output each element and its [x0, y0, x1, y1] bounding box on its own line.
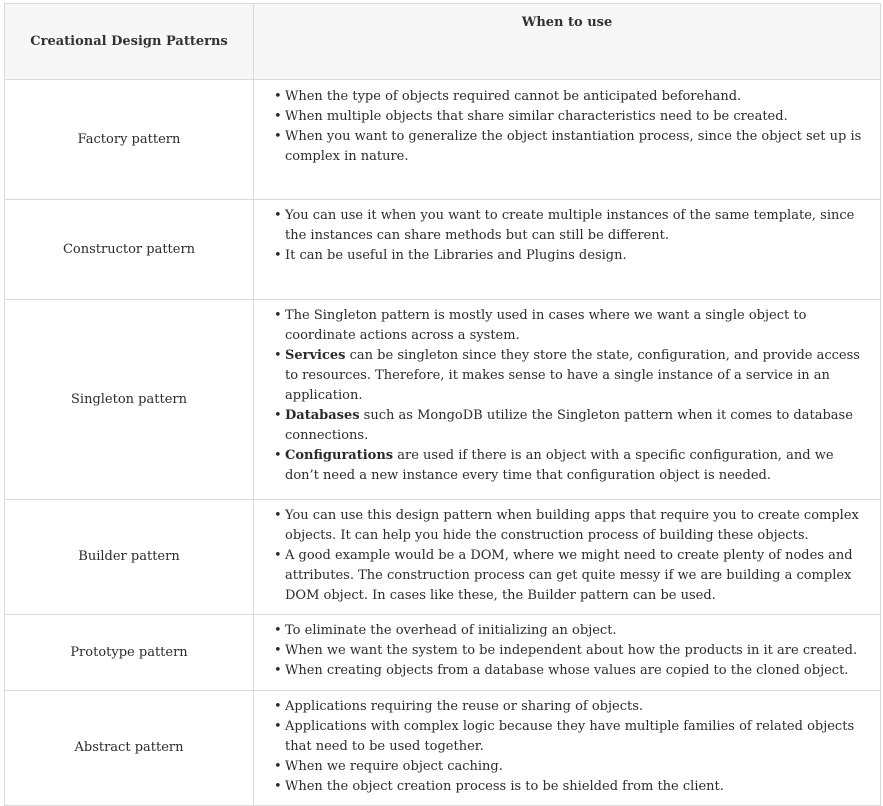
list-item: • When the type of objects required cannot be anticipated beforehand.	[274, 87, 870, 107]
creational-patterns-table	[4, 3, 881, 806]
usage-list	[274, 697, 870, 797]
list-item: • Services can be singleton since they store the state, configuration, and provide access to resources. Therefore, it makes sense to have a single instance of a service in an application.	[274, 346, 870, 406]
usage-cell	[254, 300, 881, 500]
table-row	[5, 80, 881, 200]
usage-cell	[254, 200, 881, 300]
list-item: • It can be useful in the Libraries and Plugins design.	[274, 246, 870, 266]
usage-cell	[254, 615, 881, 691]
list-item: • When we want the system to be independent about how the products in it are created.	[274, 641, 870, 661]
table-row	[5, 691, 881, 806]
list-item: • You can use this design pattern when building apps that require you to create complex objects. It can help you hide the construction process of building these objects.	[274, 506, 870, 546]
pattern-name: Prototype pattern	[5, 615, 254, 691]
header-row	[5, 4, 881, 80]
list-item: • To eliminate the overhead of initializing an object.	[274, 621, 870, 641]
list-item: • Databases such as MongoDB utilize the Singleton pattern when it comes to database connections.	[274, 406, 870, 446]
list-item: • When the object creation process is to be shielded from the client.	[274, 777, 870, 797]
list-item: • When multiple objects that share similar characteristics need to be created.	[274, 107, 870, 127]
usage-cell	[254, 500, 881, 615]
header-pattern-column: Creational Design Patterns	[5, 4, 254, 80]
table-row	[5, 200, 881, 300]
list-item: • When we require object caching.	[274, 757, 870, 777]
list-item: • When creating objects from a database whose values are copied to the cloned object.	[274, 661, 870, 681]
pattern-name: Abstract pattern	[5, 691, 254, 806]
usage-cell	[254, 691, 881, 806]
pattern-name: Singleton pattern	[5, 300, 254, 500]
list-item: • A good example would be a DOM, where we might need to create plenty of nodes and attributes. The construction process can get quite messy if we are building a complex DOM object. In cases like these, the Builder pattern can be used.	[274, 546, 870, 606]
usage-list	[274, 621, 870, 681]
pattern-name: Constructor pattern	[5, 200, 254, 300]
usage-list	[274, 506, 870, 606]
usage-list	[274, 206, 870, 266]
list-item: • Applications requiring the reuse or sharing of objects.	[274, 697, 870, 717]
table-row	[5, 615, 881, 691]
list-item: • The Singleton pattern is mostly used in cases where we want a single object to coordinate actions across a system.	[274, 306, 870, 346]
pattern-name: Factory pattern	[5, 80, 254, 200]
list-item: • You can use it when you want to create multiple instances of the same template, since the instances can share methods but can still be different.	[274, 206, 870, 246]
usage-list	[274, 87, 870, 167]
list-item: • When you want to generalize the object instantiation process, since the object set up is complex in nature.	[274, 127, 870, 167]
pattern-name: Builder pattern	[5, 500, 254, 615]
usage-list	[274, 306, 870, 486]
list-item: • Applications with complex logic because they have multiple families of related objects that need to be used together.	[274, 717, 870, 757]
table-row	[5, 300, 881, 500]
usage-cell	[254, 80, 881, 200]
list-item: • Configurations are used if there is an object with a specific configuration, and we don’t need a new instance every time that configuration object is needed.	[274, 446, 870, 486]
header-when-to-use-column: When to use	[254, 4, 881, 80]
table-row	[5, 500, 881, 615]
